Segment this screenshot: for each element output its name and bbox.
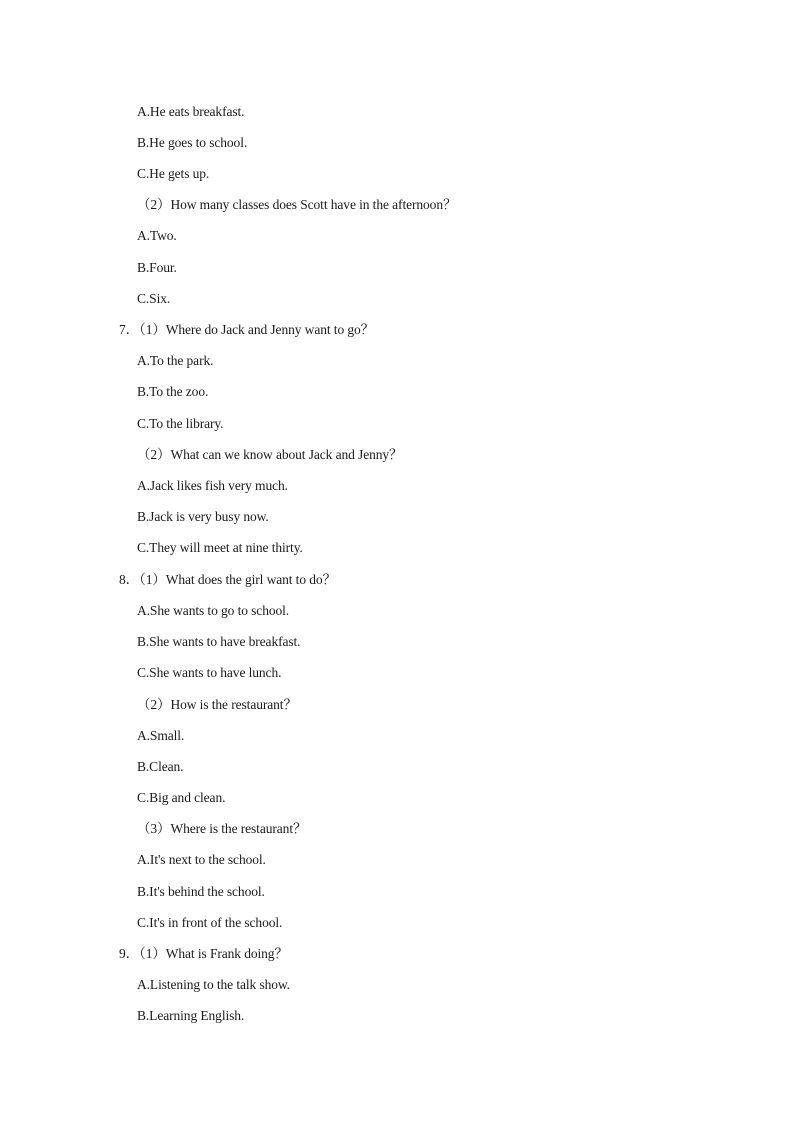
option-b: B.Clean. [137,759,184,774]
option-b: B.It's behind the school. [137,884,265,899]
sub-question: （2）How is the restaurant？ [137,697,297,712]
option-b: B.To the zoo. [137,384,209,399]
option-c: C.She wants to have lunch. [137,665,282,680]
option-b: B.He goes to school. [137,135,248,150]
option-b: B.Learning English. [137,1008,245,1023]
option-a: A.She wants to go to school. [137,603,290,618]
option-b: B.She wants to have breakfast. [137,634,301,649]
option-c: C.To the library. [137,416,224,431]
sub-question: （2）How many classes does Scott have in the afternoon？ [137,197,457,212]
option-a: A.To the park. [137,353,214,368]
option-c: C.Big and clean. [137,790,226,805]
option-c: C.It's in front of the school. [137,915,283,930]
option-a: A.Small. [137,728,185,743]
question-8: 8．（1）What does the girl want to do？ [119,572,336,587]
option-a: A.He eats breakfast. [137,104,245,119]
question-9: 9．（1）What is Frank doing？ [119,946,288,961]
option-b: B.Jack is very busy now. [137,509,269,524]
option-a: A.Listening to the talk show. [137,977,290,992]
option-a: A.It's next to the school. [137,852,266,867]
sub-question: （2）What can we know about Jack and Jenny？ [137,447,403,462]
option-c: C.He gets up. [137,166,210,181]
option-c: C.Six. [137,291,171,306]
sub-question: （3）Where is the restaurant？ [137,821,307,836]
option-a: A.Two. [137,228,177,243]
option-b: B.Four. [137,260,177,275]
option-c: C.They will meet at nine thirty. [137,540,303,555]
option-a: A.Jack likes fish very much. [137,478,288,493]
question-7: 7．（1）Where do Jack and Jenny want to go？ [119,322,375,337]
